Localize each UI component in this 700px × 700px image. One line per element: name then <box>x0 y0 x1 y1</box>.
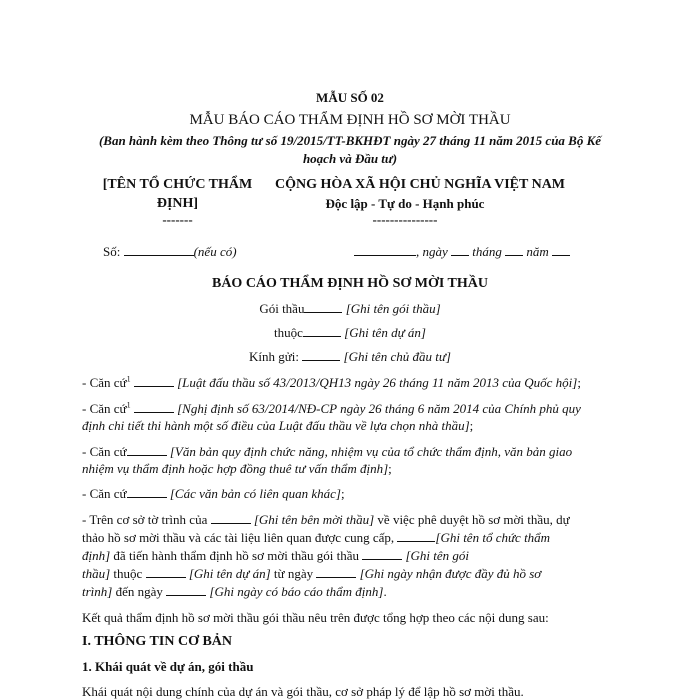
recipient-blank[interactable] <box>302 349 340 361</box>
form-title: MẪU BÁO CÁO THẨM ĐỊNH HỒ SƠ MỜI THẦU <box>189 112 511 128</box>
submission-line-2 <box>82 530 550 546</box>
submission-note-3: định] <box>82 548 111 563</box>
basis-1 <box>82 375 581 391</box>
basis-3-line-2 <box>82 461 392 477</box>
project-note: [Ghi tên dự án] <box>344 325 426 340</box>
submission-blank-4[interactable] <box>146 566 186 578</box>
submission-note-2: [Ghi tên tổ chức thẩm <box>435 530 551 545</box>
basis-3-note-1: [Văn bản quy định chức năng, nhiệm vụ của tổ chức thẩm định, văn bản giao <box>169 444 573 459</box>
date-thang: tháng <box>472 244 502 259</box>
basis-2-prefix: - Căn cứ <box>82 401 127 416</box>
basis-3-prefix: - Căn cứ <box>82 444 127 459</box>
submission-text-4: đã tiến hành thẩm định hồ sơ mời thầu gói thầu <box>113 548 359 563</box>
nation-name: CỘNG HÒA XÃ HỘI CHỦ NGHĨA VIỆT NAM <box>275 177 566 192</box>
submission-blank-1[interactable] <box>211 512 251 524</box>
date-ngay: , ngày <box>416 244 448 259</box>
basis-1-blank[interactable] <box>134 375 174 387</box>
submission-line-5 <box>82 584 387 600</box>
project-label: thuộc <box>274 325 303 340</box>
basis-3-line-1 <box>82 444 572 460</box>
submission-note-5: thầu] <box>82 566 111 581</box>
submission-note-9: [Ghi ngày có báo cáo thẩm định] <box>209 584 384 599</box>
basis-1-footnote: 1 <box>126 374 131 384</box>
recipient-note: [Ghi tên chủ đầu tư] <box>343 349 451 364</box>
submission-text-2: về việc phê duyệt hồ sơ mời thầu, dự <box>377 512 570 527</box>
basis-2-line-2 <box>82 418 473 434</box>
national-motto: Độc lập - Tự do - Hạnh phúc <box>325 196 485 211</box>
issued-line-2: hoạch và Đầu tư) <box>302 151 398 166</box>
basis-2-end: ; <box>469 418 474 433</box>
package-blank[interactable] <box>304 301 342 313</box>
subsection-1-body: Khái quát nội dung chính của dự án và gói thầu, cơ sở pháp lý để lập hồ sơ mời thầu. <box>82 684 524 699</box>
number-blank[interactable] <box>124 244 194 256</box>
submission-text-7: đến ngày <box>115 584 163 599</box>
project-line <box>0 325 700 341</box>
basis-1-end: ; <box>577 375 581 390</box>
submission-blank-5[interactable] <box>316 566 356 578</box>
basis-4-blank[interactable] <box>127 486 167 498</box>
basis-3-end: ; <box>388 461 392 476</box>
basis-3-blank[interactable] <box>127 444 167 456</box>
submission-text-5: thuộc <box>113 566 143 581</box>
year-blank[interactable] <box>552 244 570 256</box>
issued-line-1: (Ban hành kèm theo Thông tư số 19/2015/TT-BKHĐT ngày 27 tháng 11 năm 2015 của Bộ Kế <box>98 133 602 148</box>
submission-text-6: từ ngày <box>273 566 314 581</box>
basis-2-footnote: 1 <box>126 400 131 410</box>
number-line <box>103 244 237 260</box>
submission-text-1: - Trên cơ sở tờ trình của <box>82 512 208 527</box>
package-line <box>0 301 700 317</box>
basis-2-note-1: [Nghị định số 63/2014/NĐ-CP ngày 26 tháng 6 năm 2014 của Chính phủ quy <box>177 401 581 416</box>
basis-2-line-1 <box>82 401 581 417</box>
basis-2-blank[interactable] <box>134 401 174 413</box>
date-nam: năm <box>526 244 549 259</box>
basis-4-end: ; <box>340 486 345 501</box>
month-blank[interactable] <box>505 244 523 256</box>
basis-4 <box>82 486 345 502</box>
project-blank[interactable] <box>303 325 341 337</box>
basis-3-note-2: nhiệm vụ thẩm định hoặc hợp đồng thuê tư vấn thẩm định] <box>82 461 389 476</box>
org-name-line-2: ĐỊNH] <box>156 196 199 211</box>
submission-line-3 <box>82 548 469 564</box>
package-label: Gói thầu <box>259 301 305 316</box>
day-blank[interactable] <box>451 244 469 256</box>
section-1-heading: I. THÔNG TIN CƠ BẢN <box>82 634 233 649</box>
recipient-label: Kính gửi: <box>248 349 300 364</box>
submission-line-4 <box>82 566 541 582</box>
place-blank[interactable] <box>354 244 416 256</box>
recipient-line <box>0 349 700 365</box>
basis-1-note: [Luật đấu thầu số 43/2013/QH13 ngày 26 tháng 11 năm 2013 của Quốc hội] <box>177 375 578 390</box>
submission-end: . <box>383 584 387 599</box>
submission-note-7: [Ghi ngày nhận được đầy đủ hồ sơ <box>359 566 542 581</box>
number-label: Số: <box>103 244 121 259</box>
submission-text-3: thảo hồ sơ mời thầu và các tài liệu liên quan được cung cấp, <box>82 530 395 545</box>
submission-note-6: [Ghi tên dự án] <box>188 566 271 581</box>
submission-blank-2[interactable] <box>397 530 435 542</box>
org-dashes: ------- <box>162 212 193 227</box>
basis-2-note-2: định chi tiết thi hành một số điều của Luật đấu thầu về lựa chọn nhà thầu] <box>82 418 470 433</box>
basis-1-prefix: - Căn cứ <box>82 375 127 390</box>
date-line <box>354 244 570 260</box>
submission-blank-6[interactable] <box>166 584 206 596</box>
submission-note-8: trình] <box>82 584 113 599</box>
basis-4-prefix: - Căn cứ <box>82 486 127 501</box>
number-note: (nếu có) <box>193 244 237 259</box>
org-name-line-1: [TÊN TỔ CHỨC THẨM <box>102 177 253 192</box>
subsection-1-heading: 1. Khái quát về dự án, gói thầu <box>82 659 254 674</box>
basis-4-note: [Các văn bản có liên quan khác] <box>169 486 341 501</box>
package-note: [Ghi tên gói thầu] <box>345 301 441 316</box>
submission-note-1: [Ghi tên bên mời thầu] <box>253 512 375 527</box>
report-title: BÁO CÁO THẨM ĐỊNH HỒ SƠ MỜI THẦU <box>211 276 488 291</box>
results-summary: Kết quả thẩm định hồ sơ mời thầu gói thầu nêu trên được tổng hợp theo các nội dung sau: <box>82 610 549 625</box>
form-number: MẪU SỐ 02 <box>316 90 384 105</box>
submission-note-4: [Ghi tên gói <box>405 548 470 563</box>
submission-blank-3[interactable] <box>362 548 402 560</box>
submission-line-1 <box>82 512 570 528</box>
motto-dashes: --------------- <box>372 212 438 227</box>
